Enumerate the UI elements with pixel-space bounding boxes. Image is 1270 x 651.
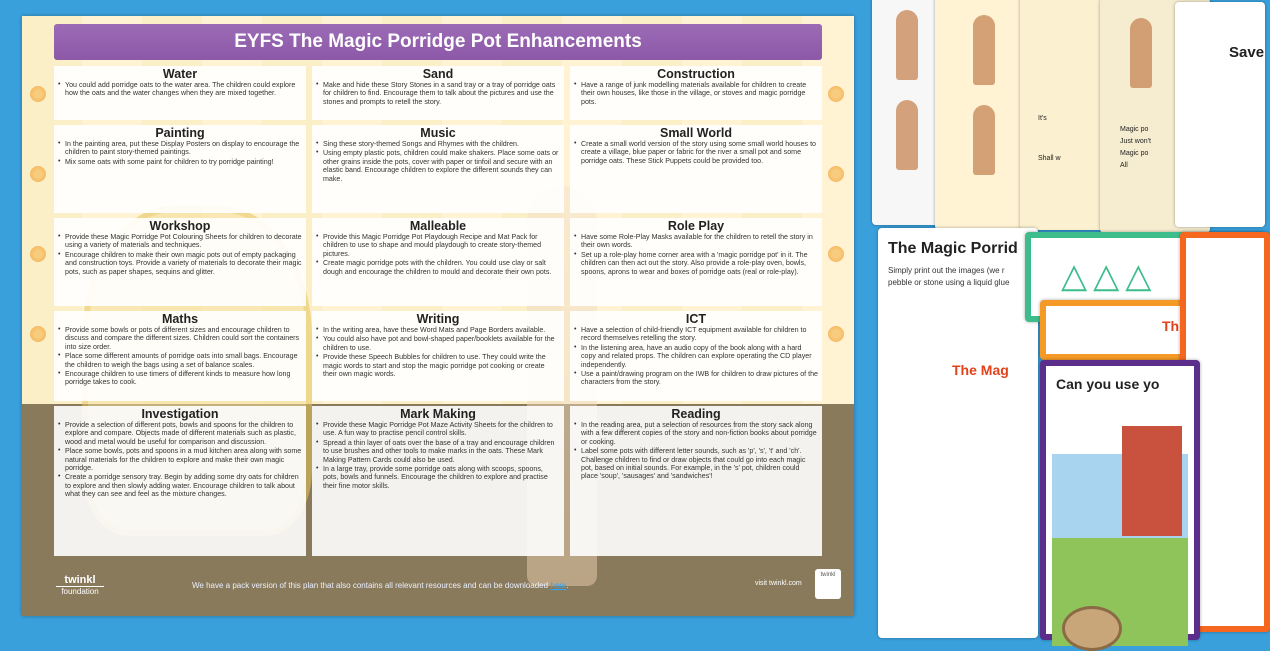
page-title: EYFS The Magic Porridge Pot Enhancements <box>234 31 642 52</box>
section-heading: Role Play <box>667 219 725 233</box>
character-figure <box>896 10 918 80</box>
section-bullet: • Provide this Magic Porridge Pot Playdough Recipe and Mat Pack for children to use to shape and mould playdough to create story-themed pictures. <box>316 233 560 258</box>
song-line: Magic po <box>1120 150 1149 157</box>
footer-period: . <box>566 581 569 590</box>
rose-decoration <box>30 246 46 262</box>
section-bullet: • In a large tray, provide some porridge oats along with scoops, spoons, pots, bowls and funnels. Encourage the children to explore and practise their fine motor skills. <box>316 465 560 490</box>
section-reading <box>570 406 822 556</box>
section-bullet: • Provide a selection of different pots, bowls and spoons for the children to explore and compare. Objects made of different materials such as plastic, wood and metal would be useful for comparison and discussion. <box>58 421 302 446</box>
section-heading: Writing <box>416 312 460 326</box>
card-title: Can you use yo <box>1056 376 1160 392</box>
preview-card-figures[interactable] <box>872 0 942 225</box>
section-ict <box>570 311 822 401</box>
rope-icon <box>1062 606 1122 651</box>
section-bullet: • Set up a role-play home corner area with a 'magic porridge pot' in it. The children can then act out the story. Also provide a role-play oven, bowls, spoons, aprons to wear and boxes of porridge oats (real or role-play). <box>574 251 818 276</box>
section-bullet: • Provide these Magic Porridge Pot Maze Activity Sheets for the children to use. A fun way to practise pencil control skills. <box>316 421 560 438</box>
section-bullet: • Have a selection of child-friendly ICT equipment available for children to record themselves retelling the story. <box>574 326 818 343</box>
rose-decoration <box>828 326 844 342</box>
section-workshop <box>54 218 306 306</box>
rose-decoration <box>30 166 46 182</box>
triangle-pattern-icon: △△△ <box>1061 257 1158 295</box>
section-sand <box>312 66 564 120</box>
section-heading: Reading <box>671 407 721 421</box>
section-bullet: • Mix some oats with some paint for children to try porridge painting! <box>58 158 302 166</box>
rose-decoration <box>30 86 46 102</box>
song-line: Just won't <box>1120 138 1151 145</box>
poem-line: Shall w <box>1038 155 1061 162</box>
rose-decoration <box>828 166 844 182</box>
section-role-play <box>570 218 822 306</box>
card-instructions: Simply print out the images (we r <box>888 266 1005 275</box>
section-bullet: • In the listening area, have an audio copy of the book along with a hard copy and related props. The children can explore operating the CD player independently. <box>574 344 818 369</box>
rose-decoration <box>828 246 844 262</box>
section-bullet: • Sing these story-themed Songs and Rhymes with the children. <box>316 140 560 148</box>
section-investigation <box>54 406 306 556</box>
section-heading: Water <box>162 67 198 81</box>
card-instructions: pebble or stone using a liquid glue <box>888 278 1010 287</box>
scene-illustration <box>1052 406 1188 646</box>
section-heading: Maths <box>161 312 199 326</box>
rose-decoration <box>828 86 844 102</box>
section-bullet: • Encourage children to make their own magic pots out of empty packaging and construction toys. Provide a variety of materials to decorate their magic pots, such as paper shapes, sequins and glitter. <box>58 251 302 276</box>
section-bullet: • In the painting area, put these Display Posters on display to encourage the children to paint story-themed paintings. <box>58 140 302 157</box>
section-bullet: • You could add porridge oats to the water area. The children could explore how the oats and the water changes when they are mixed together. <box>58 81 302 98</box>
card-title: Th <box>1162 318 1180 334</box>
section-heading: Workshop <box>149 219 211 233</box>
section-music <box>312 125 564 213</box>
section-bullet: • Make and hide these Story Stones in a sand tray or a tray of porridge oats for children to find. Encourage them to talk about the pictures and use the stones and prompts to retell the story. <box>316 81 560 106</box>
section-mark-making <box>312 406 564 556</box>
character-figure <box>896 100 918 170</box>
section-bullet: • Have some Role-Play Masks available for the children to retell the story in their own words. <box>574 233 818 250</box>
rose-decoration <box>30 326 46 342</box>
section-malleable <box>312 218 564 306</box>
visit-link[interactable]: visit twinkl.com <box>755 580 802 587</box>
section-heading: Mark Making <box>400 407 476 421</box>
section-writing <box>312 311 564 401</box>
section-maths <box>54 311 306 401</box>
song-line: All <box>1120 162 1128 169</box>
section-small-world <box>570 125 822 213</box>
section-bullet: • Provide these Speech Bubbles for children to use. They could write the magic words to start and stop the magic porridge pot cooking or create their own magic words. <box>316 353 560 378</box>
download-link[interactable]: here <box>550 581 567 590</box>
section-bullet: • Encourage children to use timers of different kinds to measure how long porridge takes to cook. <box>58 370 302 387</box>
section-heading: ICT <box>685 312 707 326</box>
section-bullet: • Provide these Magic Porridge Pot Colouring Sheets for children to decorate using a variety of materials and techniques. <box>58 233 302 250</box>
section-construction <box>570 66 822 120</box>
character-figure <box>973 105 995 175</box>
preview-card-can-you[interactable] <box>1040 360 1200 640</box>
section-heading: Music <box>420 126 456 140</box>
section-water <box>54 66 306 120</box>
section-bullet: • Create magic porridge pots with the children. You could use clay or salt dough and encourage the children to mould and decorate their own pots. <box>316 259 560 276</box>
section-bullet: • Label some pots with different letter sounds, such as 'p', 's', 't' and 'ch'. Challenge children to find or draw objects that could go into each magic pot, based on initial sounds. For example, in the 's' pot, children could place 'soup', 'sausages' and 'sandwiches'! <box>574 447 818 481</box>
section-painting <box>54 125 306 213</box>
section-bullet: • Create a porridge sensory tray. Begin by adding some dry oats for children to explore and then slowly adding water. Encourage children to talk about what they can see and feel as the mixture changes. <box>58 473 302 498</box>
house-illustration <box>1122 426 1182 536</box>
poem-line: It's <box>1038 115 1047 122</box>
section-bullet: • Place some bowls, pots and spoons in a mud kitchen area along with some natural materials for the children to explore and make their own magic porridge. <box>58 447 302 472</box>
section-bullet: • Provide some bowls or pots of different sizes and encourage children to discuss and compare the different sizes. Children could sort the containers into size order. <box>58 326 302 351</box>
footer-text: We have a pack version of this plan that also contains all relevant resources and can be downloaded <box>192 581 549 590</box>
footer-note <box>192 581 569 590</box>
section-bullet: • In the writing area, have these Word Mats and Page Borders available. <box>316 326 560 334</box>
section-heading: Investigation <box>141 407 219 421</box>
character-figure <box>1130 18 1152 88</box>
section-bullet: • Using empty plastic pots, children could make shakers. Place some oats or other grains inside the pots, cover with paper or tinfoil and secure with an elastic band. Encourage children to explore the different sounds they can make. <box>316 149 560 183</box>
twinkl-foundation-logo[interactable] <box>56 574 104 606</box>
twinkl-badge: twinkl <box>815 569 841 599</box>
enhancement-grid <box>54 66 822 556</box>
logo-subtext: foundation <box>56 586 104 597</box>
section-heading: Malleable <box>409 219 467 233</box>
character-figure <box>973 15 995 85</box>
title-banner <box>54 24 822 60</box>
logo-text: twinkl <box>64 574 96 586</box>
section-bullet: • Use a paint/drawing program on the IWB for children to draw pictures of the characters from the story. <box>574 370 818 387</box>
section-bullet: • Create a small world version of the story using some small world houses to create a village, blue paper or fabric for the river a small pot and some porridge oats. These Stick Puppets could be provided too. <box>574 140 818 165</box>
section-bullet: • Place some different amounts of porridge oats into small bags. Encourage the children to weigh the bags using a set of balance scales. <box>58 352 302 369</box>
save-title: Save <box>1229 44 1265 61</box>
section-bullet: • Spread a thin layer of oats over the base of a tray and encourage children to use brushes and other tools to make marks in the oats. These Mark Making Pattern Cards could also be used. <box>316 439 560 464</box>
section-heading: Construction <box>657 67 735 81</box>
song-line: Magic po <box>1120 126 1149 133</box>
section-bullet: • In the reading area, put a selection of resources from the story sack along with a few different copies of the story and non-fiction books about porridge or cooking. <box>574 421 818 446</box>
card-title: The Magic Porrid <box>888 240 1018 257</box>
preview-card-story-stones[interactable] <box>878 228 1038 638</box>
section-heading: Sand <box>422 67 454 81</box>
plan-sheet <box>22 16 854 616</box>
section-heading: Small World <box>659 126 732 140</box>
section-heading: Painting <box>155 126 205 140</box>
section-bullet: • You could also have pot and bowl-shaped paper/booklets available for the children to use. <box>316 335 560 352</box>
section-bullet: • Have a range of junk modelling materials available for children to create their own houses, like those in the village, or stoves and magic porridge pots. <box>574 81 818 106</box>
card-title-2: The Mag <box>952 362 1009 378</box>
preview-card-save[interactable] <box>1175 2 1265 227</box>
